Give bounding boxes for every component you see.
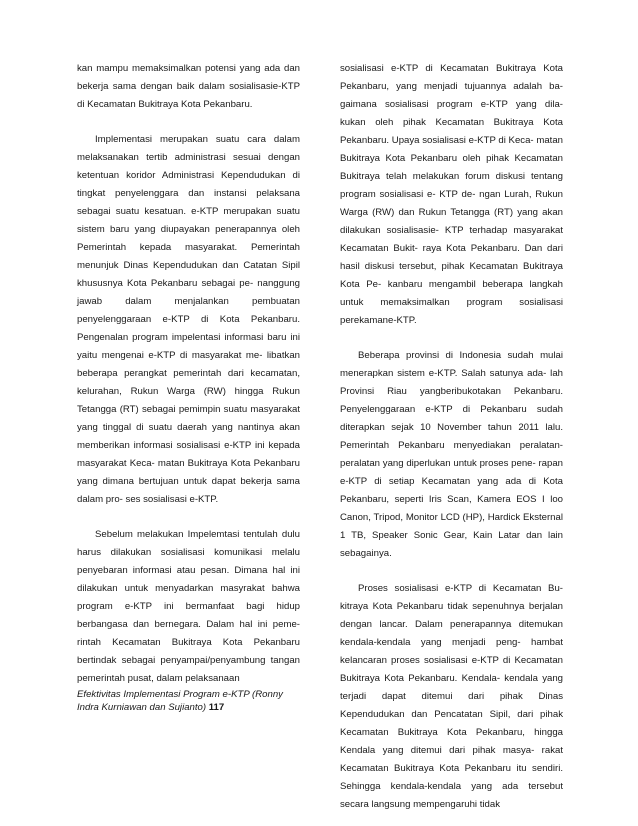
paragraph: Sebelum melakukan Impelemtasi tentulah dulu harus dilakukan sosialisasi komunikasi melalu penyebaran informasi atau pesan. Dimana hal ini dilakukan untuk menyadarkan masyrakat bahwa program e-KTP ini bermanfaat bagi hidup berbangasa dan bernegara. Dalam hal ini peme- rintah Kecamatan Bukitraya Kota Pekanbaru bertindak sebagai penyampai/penyambung tangan pemerintah pusat, dalam pelaksanaan [77, 529, 300, 684]
right-column [340, 60, 563, 814]
paragraph: Implementasi merupakan suatu cara dalam melaksanakan tertib administrasi sesuai dengan ketentuan koridor Administrasi Kependudukan di tingkat penyelenggara dan instansi pelaksana sebagai suatu kesatuan. e-KTP merupakan suatu sistem baru yang diupayakan penerapannya oleh Pemerintah kepada masyarakat. Pemerintah menunjuk Dinas Kependudukan dan Catatan Sipil khususnya Kota Pekanbaru sebagai pe- nanggung jawab dalam menjalankan pembuatan penyelenggaraan e-KTP di Kota Pekanbaru. Pengenalan program impelentasi informasi baru ini yaitu mengenai e-KTP di masyarakat me- libatkan beberapa perangkat pemerintah dari kecamatan, kelurahan, Rukun Warga (RW) hingga Rukun Tetangga (RT) sebagai pemimpin suatu masyarakat yang tinggal di suatu daerah yang nantinya akan memberikan informasi sosialisasi e-KTP ini kepada masyarakat Keca- matan Bukitraya Kota Pekanbaru yang dimana bertujuan untuk dapat bekerja sama dalam pro- ses sosialisasi e-KTP. [77, 134, 300, 505]
page-footer [77, 688, 300, 714]
page-number: 117 [208, 702, 225, 713]
paragraph: Proses sosialisasi e-KTP di Kecamatan Bu- kitraya Kota Pekanbaru tidak sepenuhnya berjalan dengan lancar. Dalam penerapannya ditemukan kendala-kendala yang menjadi peng- hambat kelancaran proses sosialisasi e-KTP di Kecamatan Bukitraya Kota Pekanbaru. Kendala- kendala yang terjadi dapat ditemui dari pihak Dinas Kependudukan dan Pencatatan Sipil, dari pihak Kecamatan Bukitraya Kota Pekanbaru, hingga Kendala yang ditemui dari pihak masya- rakat Kecamatan Bukitraya Kota Pekanbaru itu sendiri. Sehingga kendala-kendala yang ada tersebut secara langsung mempengaruhi tidak [340, 583, 563, 810]
left-column [77, 60, 300, 714]
paragraph: Beberapa provinsi di Indonesia sudah mulai menerapkan sistem e-KTP. Salah satunya ada- lah Provinsi Riau yangberibukotakan Pekanbaru. Penyelenggaraan e-KTP di Pekanbaru sudah diterapkan sejak 10 November tahun 2011 lalu. Pemerintah Pekanbaru menyediakan peralatan- peralatan yang diperlukan untuk proses pene- rapan e-KTP di setiap Kecamatan yang ada di Kota Pekanbaru, seperti Iris Scan, Kamera EOS I loo Canon, Tripod, Monitor LCD (HP), Hardick Eksternal 1 TB, Speaker Sonic Gear, Kain Latar dan lain sebagainya. [340, 350, 563, 559]
paragraph: kan mampu memaksimalkan potensi yang ada dan bekerja sama dengan baik dalam sosialisasie-KTP di Kecamatan Bukitraya Kota Pekanbaru. [77, 63, 300, 110]
running-footer-text: Efektivitas Implementasi Program e-KTP (Ronny Indra Kurniawan dan Sujianto) [77, 689, 283, 713]
paragraph: sosialisasi e-KTP di Kecamatan Bukitraya Kota Pekanbaru, yang menjadi tujuannya adalah ba- gaimana sosialisasi program e-KTP yang dila- kukan oleh pihak Kecamatan Bukitraya Kota Pekanbaru. Upaya sosialisasi e-KTP di Keca- matan Bukitraya Kota Pekanbaru oleh pihak Kecamatan Bukitraya telah melakukan forum diskusi tentang program sosialisasi e- KTP de- ngan Lurah, Rukun Warga (RW) dan Rukun Tetangga (RT) yang akan dilakukan sosialisasie- KTP terhadap masyarakat Kecamatan Bukit- raya Kota Pekanbaru. Dan dari hasil diskusi tersebut, pihak Kecamatan Bukitraya Kota Pe- kanbaru mengambil beberapa langkah untuk memaksimalkan program sosialisasi perekamane-KTP. [340, 63, 563, 326]
